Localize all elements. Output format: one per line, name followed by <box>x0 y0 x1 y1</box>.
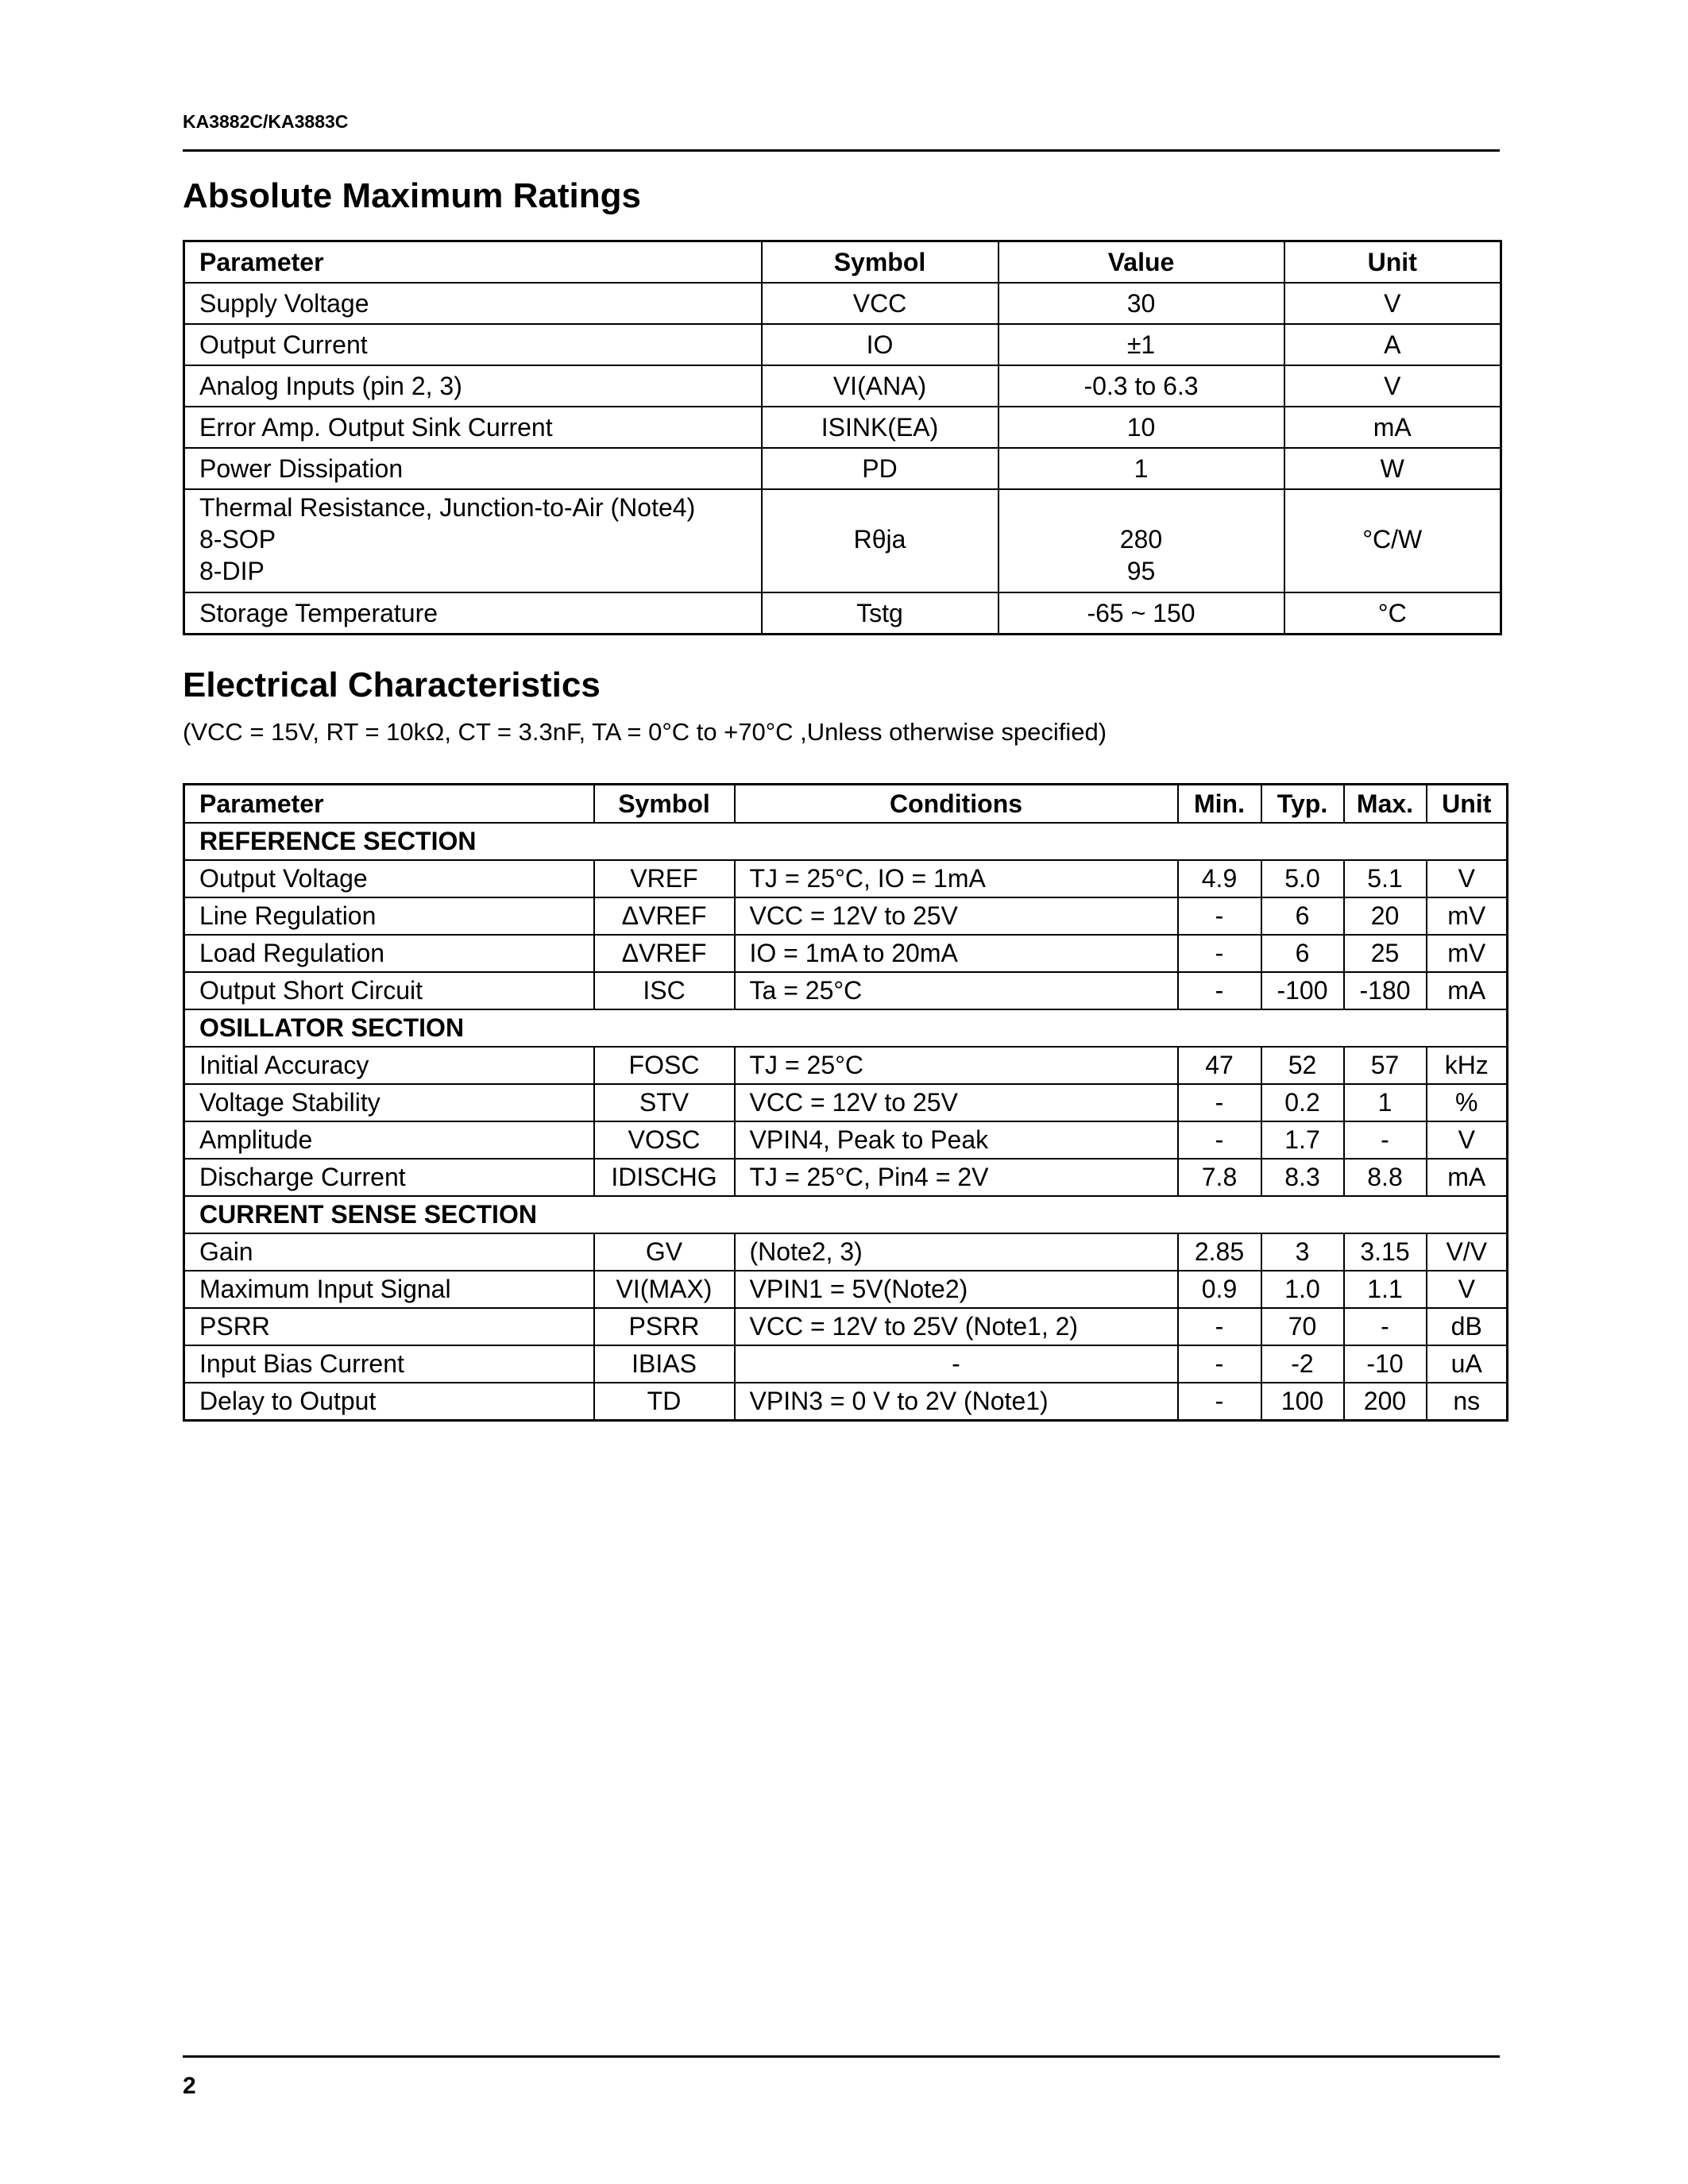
table-row <box>184 1084 1508 1121</box>
table-row <box>184 365 1501 407</box>
column-header: Value <box>999 241 1284 284</box>
column-header: Parameter <box>184 241 762 284</box>
page-header-part-number: KA3882C/KA3883C <box>183 111 349 132</box>
parameter-cell: Discharge Current <box>184 1159 594 1196</box>
value-cell: 10 <box>999 407 1284 448</box>
unit-cell: °C/W <box>1284 489 1501 592</box>
table-row <box>184 972 1508 1009</box>
thermal-dip-value: 95 <box>1126 557 1156 585</box>
unit-cell: mA <box>1427 972 1508 1009</box>
symbol-cell: Rθja <box>762 489 999 592</box>
thermal-sop-label: 8-SOP <box>199 525 276 554</box>
symbol-cell: TD <box>594 1383 735 1421</box>
conditions-cell: TJ = 25°C <box>735 1047 1178 1084</box>
min-cell: 4.9 <box>1178 860 1261 897</box>
unit-cell: kHz <box>1427 1047 1508 1084</box>
value-cell: 1 <box>999 448 1284 489</box>
unit-cell: mV <box>1427 897 1508 935</box>
symbol-cell: ISINK(EA) <box>762 407 999 448</box>
value-cell: ±1 <box>999 324 1284 365</box>
section-label: REFERENCE SECTION <box>184 823 1508 860</box>
typ-cell: 100 <box>1261 1383 1344 1421</box>
conditions-cell: VCC = 12V to 25V (Note1, 2) <box>735 1308 1178 1345</box>
ec-test-conditions: (VCC = 15V, RT = 10kΩ, CT = 3.3nF, TA = 0°C to +70°C ,Unless otherwise specified) <box>183 718 1107 746</box>
value-cell: -65 ~ 150 <box>999 592 1284 635</box>
table-row <box>184 1345 1508 1383</box>
header-divider <box>183 149 1500 152</box>
max-cell: 3.15 <box>1344 1233 1427 1271</box>
table-row <box>184 407 1501 448</box>
parameter-cell: Output Voltage <box>184 860 594 897</box>
table-row <box>184 1308 1508 1345</box>
conditions-cell: VPIN4, Peak to Peak <box>735 1121 1178 1159</box>
table-row <box>184 935 1508 972</box>
section-header-row <box>184 1009 1508 1047</box>
parameter-cell: Power Dissipation <box>184 448 762 489</box>
symbol-cell: VCC <box>762 283 999 324</box>
amr-title: Absolute Maximum Ratings <box>183 176 641 215</box>
section-header-row <box>184 1196 1508 1233</box>
typ-cell: 0.2 <box>1261 1084 1344 1121</box>
table-row <box>184 1121 1508 1159</box>
min-cell: 2.85 <box>1178 1233 1261 1271</box>
thermal-sop-value: 280 <box>1119 525 1163 554</box>
max-cell: 5.1 <box>1344 860 1427 897</box>
min-cell: 0.9 <box>1178 1271 1261 1308</box>
max-cell: 8.8 <box>1344 1159 1427 1196</box>
ec-title: Electrical Characteristics <box>183 666 601 704</box>
absolute-maximum-ratings-table <box>183 240 1502 635</box>
typ-cell: 6 <box>1261 935 1344 972</box>
parameter-cell: Input Bias Current <box>184 1345 594 1383</box>
table-row <box>184 1159 1508 1196</box>
unit-cell: mA <box>1284 407 1501 448</box>
table-header-row <box>184 241 1501 284</box>
section-label: OSILLATOR SECTION <box>184 1009 1508 1047</box>
symbol-cell: FOSC <box>594 1047 735 1084</box>
max-cell: -10 <box>1344 1345 1427 1383</box>
conditions-cell: TJ = 25°C, IO = 1mA <box>735 860 1178 897</box>
table-row <box>184 897 1508 935</box>
min-cell: - <box>1178 1121 1261 1159</box>
page-number: 2 <box>183 2073 196 2099</box>
column-header: Unit <box>1284 241 1501 284</box>
conditions-cell: VCC = 12V to 25V <box>735 897 1178 935</box>
typ-cell: 3 <box>1261 1233 1344 1271</box>
typ-cell: -2 <box>1261 1345 1344 1383</box>
min-cell: - <box>1178 1308 1261 1345</box>
unit-cell: mA <box>1427 1159 1508 1196</box>
symbol-cell: ISC <box>594 972 735 1009</box>
unit-cell: °C <box>1284 592 1501 635</box>
min-cell: - <box>1178 1383 1261 1421</box>
symbol-cell: VOSC <box>594 1121 735 1159</box>
parameter-cell: Error Amp. Output Sink Current <box>184 407 762 448</box>
symbol-cell: IDISCHG <box>594 1159 735 1196</box>
parameter-cell: Output Current <box>184 324 762 365</box>
column-header: Parameter <box>184 785 594 824</box>
conditions-cell: VPIN3 = 0 V to 2V (Note1) <box>735 1383 1178 1421</box>
parameter-cell: Output Short Circuit <box>184 972 594 1009</box>
max-cell: -180 <box>1344 972 1427 1009</box>
table-row-thermal <box>184 489 1501 592</box>
table-row <box>184 324 1501 365</box>
unit-cell: W <box>1284 448 1501 489</box>
unit-cell: % <box>1427 1084 1508 1121</box>
conditions-cell: - <box>735 1345 1178 1383</box>
max-cell: 1 <box>1344 1084 1427 1121</box>
conditions-cell: Ta = 25°C <box>735 972 1178 1009</box>
min-cell: - <box>1178 1084 1261 1121</box>
max-cell: 25 <box>1344 935 1427 972</box>
symbol-cell: IBIAS <box>594 1345 735 1383</box>
symbol-cell: STV <box>594 1084 735 1121</box>
value-cell: 30 <box>999 283 1284 324</box>
thermal-parameter-label: Thermal Resistance, Junction-to-Air (Note4) <box>199 493 696 522</box>
symbol-cell: PD <box>762 448 999 489</box>
parameter-cell: Delay to Output <box>184 1383 594 1421</box>
max-cell: - <box>1344 1308 1427 1345</box>
max-cell: 200 <box>1344 1383 1427 1421</box>
footer-divider <box>183 2055 1500 2058</box>
min-cell: - <box>1178 972 1261 1009</box>
unit-cell: V <box>1427 1271 1508 1308</box>
unit-cell: V <box>1427 860 1508 897</box>
value-cell: -0.3 to 6.3 <box>999 365 1284 407</box>
conditions-cell: IO = 1mA to 20mA <box>735 935 1178 972</box>
max-cell: - <box>1344 1121 1427 1159</box>
typ-cell: 6 <box>1261 897 1344 935</box>
min-cell: 7.8 <box>1178 1159 1261 1196</box>
section-header-row <box>184 823 1508 860</box>
table-row <box>184 1383 1508 1421</box>
typ-cell: 70 <box>1261 1308 1344 1345</box>
table-row <box>184 448 1501 489</box>
symbol-cell: PSRR <box>594 1308 735 1345</box>
thermal-dip-label: 8-DIP <box>199 557 265 585</box>
parameter-cell: Storage Temperature <box>184 592 762 635</box>
table-row <box>184 283 1501 324</box>
min-cell: - <box>1178 897 1261 935</box>
column-header: Min. <box>1178 785 1261 824</box>
max-cell: 20 <box>1344 897 1427 935</box>
unit-cell: A <box>1284 324 1501 365</box>
typ-cell: 8.3 <box>1261 1159 1344 1196</box>
table-row <box>184 592 1501 635</box>
conditions-cell: VPIN1 = 5V(Note2) <box>735 1271 1178 1308</box>
min-cell: - <box>1178 1345 1261 1383</box>
column-header: Symbol <box>594 785 735 824</box>
parameter-cell: Analog Inputs (pin 2, 3) <box>184 365 762 407</box>
symbol-cell: Tstg <box>762 592 999 635</box>
symbol-cell: ΔVREF <box>594 897 735 935</box>
typ-cell: 1.7 <box>1261 1121 1344 1159</box>
column-header: Symbol <box>762 241 999 284</box>
parameter-cell: Voltage Stability <box>184 1084 594 1121</box>
conditions-cell: VCC = 12V to 25V <box>735 1084 1178 1121</box>
max-cell: 57 <box>1344 1047 1427 1084</box>
unit-cell: mV <box>1427 935 1508 972</box>
unit-cell: ns <box>1427 1383 1508 1421</box>
symbol-cell: ΔVREF <box>594 935 735 972</box>
table-row <box>184 1233 1508 1271</box>
unit-cell: uA <box>1427 1345 1508 1383</box>
unit-cell: V <box>1284 283 1501 324</box>
parameter-cell: Line Regulation <box>184 897 594 935</box>
table-row <box>184 860 1508 897</box>
table-row <box>184 1047 1508 1084</box>
symbol-cell: GV <box>594 1233 735 1271</box>
electrical-characteristics-table <box>183 783 1508 1422</box>
conditions-cell: TJ = 25°C, Pin4 = 2V <box>735 1159 1178 1196</box>
parameter-cell: Amplitude <box>184 1121 594 1159</box>
column-header: Conditions <box>735 785 1178 824</box>
parameter-cell: Initial Accuracy <box>184 1047 594 1084</box>
table-header-row <box>184 785 1508 824</box>
parameter-cell: Gain <box>184 1233 594 1271</box>
unit-cell: dB <box>1427 1308 1508 1345</box>
section-label: CURRENT SENSE SECTION <box>184 1196 1508 1233</box>
parameter-cell: Supply Voltage <box>184 283 762 324</box>
table-row <box>184 1271 1508 1308</box>
unit-cell: V <box>1427 1121 1508 1159</box>
symbol-cell: VI(MAX) <box>594 1271 735 1308</box>
typ-cell: -100 <box>1261 972 1344 1009</box>
symbol-cell: IO <box>762 324 999 365</box>
value-cell <box>999 489 1284 592</box>
conditions-cell: (Note2, 3) <box>735 1233 1178 1271</box>
parameter-cell: Maximum Input Signal <box>184 1271 594 1308</box>
min-cell: - <box>1178 935 1261 972</box>
min-cell: 47 <box>1178 1047 1261 1084</box>
typ-cell: 5.0 <box>1261 860 1344 897</box>
typ-cell: 1.0 <box>1261 1271 1344 1308</box>
typ-cell: 52 <box>1261 1047 1344 1084</box>
unit-cell: V <box>1284 365 1501 407</box>
symbol-cell: VI(ANA) <box>762 365 999 407</box>
parameter-cell: PSRR <box>184 1308 594 1345</box>
parameter-cell: Load Regulation <box>184 935 594 972</box>
column-header: Max. <box>1344 785 1427 824</box>
max-cell: 1.1 <box>1344 1271 1427 1308</box>
parameter-cell <box>184 489 762 592</box>
column-header: Unit <box>1427 785 1508 824</box>
unit-cell: V/V <box>1427 1233 1508 1271</box>
symbol-cell: VREF <box>594 860 735 897</box>
column-header: Typ. <box>1261 785 1344 824</box>
